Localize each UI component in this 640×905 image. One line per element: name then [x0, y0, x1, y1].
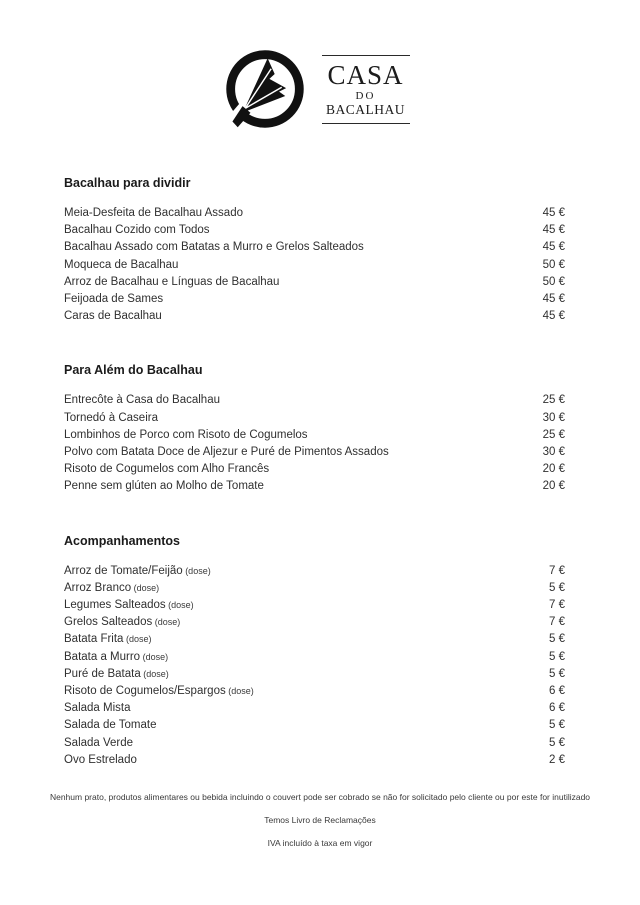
dish-name: Salada Mista: [64, 702, 131, 715]
menu-item-row: [64, 427, 565, 444]
menu-item-row: [64, 700, 565, 717]
wordmark-top-rule: [322, 55, 410, 56]
dish-name: Penne sem glúten ao Molho de Tomate: [64, 480, 264, 493]
dish-price: 50 €: [542, 275, 565, 288]
restaurant-logo: [0, 0, 640, 134]
dish-portion-note: (dose): [131, 582, 160, 593]
dish-name: Meia-Desfeita de Bacalhau Assado: [64, 207, 243, 219]
section-title: Para Além do Bacalhau: [64, 363, 203, 378]
menu-item-row: [64, 649, 565, 666]
dish-price: 7 €: [549, 599, 565, 612]
dish-price: 45 €: [542, 207, 565, 219]
menu-item-row: [64, 683, 565, 700]
dish-name: Polvo com Batata Doce de Aljezur e Puré de Pimentos Assados: [64, 446, 389, 459]
menu-item-row: [64, 580, 565, 597]
dish-name: Risoto de Cogumelos com Alho Francês: [64, 463, 270, 476]
menu-item-row: [64, 631, 565, 648]
dish-price: 30 €: [542, 411, 565, 424]
dish-name: Bacalhau Cozido com Todos: [64, 224, 210, 237]
menu-item-row: [64, 392, 565, 409]
dish-name: Moqueca de Bacalhau: [64, 258, 179, 271]
dish-portion-note: (dose): [140, 668, 169, 679]
dish-name: Batata a Murro (dose): [64, 650, 169, 663]
legal-footer: [0, 792, 640, 848]
dish-name: Arroz de Tomate/Feijão (dose): [64, 564, 211, 577]
menu-item-row: [64, 614, 565, 631]
dish-price: 45 €: [542, 293, 565, 306]
dish-name: Salada Verde: [64, 736, 134, 749]
dish-name: Legumes Salteados (dose): [64, 599, 194, 612]
menu-item-row: [64, 735, 565, 752]
dish-price: 5 €: [549, 650, 565, 663]
menu-item-row: [64, 222, 565, 239]
dish-price: 45 €: [542, 310, 565, 323]
menu-item-row: [64, 563, 565, 580]
dish-price: 2 €: [549, 753, 565, 766]
dish-price: 7 €: [549, 564, 565, 577]
dish-price: 6 €: [549, 702, 565, 715]
menu-item-row: [64, 717, 565, 734]
dish-portion-note: (dose): [225, 686, 254, 697]
menu-item-row: [64, 597, 565, 614]
menu-item-row: [64, 666, 565, 683]
dish-name: Caras de Bacalhau: [64, 310, 162, 323]
dish-price: 5 €: [549, 719, 565, 732]
logo-name-bottom: BACALHAU: [325, 101, 405, 117]
dish-name: Salada de Tomate: [64, 719, 157, 732]
dish-portion-note: (dose): [165, 600, 194, 611]
dish-price: 5 €: [549, 633, 565, 646]
dish-name: Grelos Salteados (dose): [64, 616, 181, 629]
dish-name: Batata Frita (dose): [64, 633, 152, 646]
dish-name: Risoto de Cogumelos/Espargos (dose): [64, 685, 254, 698]
dish-price: 20 €: [542, 463, 565, 476]
dish-price: 7 €: [549, 616, 565, 629]
dish-portion-note: (dose): [182, 565, 211, 576]
menu-item-row: [64, 239, 565, 256]
menu-item-row: [64, 444, 565, 461]
dish-portion-note: (dose): [152, 617, 181, 628]
menu-item-row: [64, 478, 565, 495]
dish-price: 50 €: [542, 258, 565, 271]
dish-name: Ovo Estrelado: [64, 753, 137, 766]
menu-section: [64, 362, 565, 495]
section-title: Bacalhau para dividir: [64, 176, 191, 190]
dish-price: 20 €: [542, 480, 565, 493]
menu-item-row: [64, 410, 565, 427]
menu-section: [64, 175, 565, 325]
footer-line: Temos Livro de Reclamações: [264, 815, 376, 826]
menu-item-row: [64, 461, 565, 478]
wordmark-bottom-rule: [322, 123, 410, 124]
dish-name: Arroz de Bacalhau e Línguas de Bacalhau: [64, 275, 280, 288]
menu-item-row: [64, 752, 565, 769]
dish-price: 5 €: [549, 736, 565, 749]
dish-name: Feijoada de Sames: [64, 293, 164, 306]
dish-price: 5 €: [549, 667, 565, 680]
menu-item-row: [64, 257, 565, 274]
dish-name: Puré de Batata (dose): [64, 667, 169, 680]
dish-price: 45 €: [542, 241, 565, 254]
dish-portion-note: (dose): [140, 651, 169, 662]
dish-price: 5 €: [549, 581, 565, 594]
footer-line: Nenhum prato, produtos alimentares ou bebida incluindo o couvert pode ser cobrado se não for solicitado pelo cliente ou por este for inutilizado: [49, 792, 591, 803]
codfish-circle-icon: [221, 44, 309, 134]
menu-item-row: [64, 274, 565, 291]
menu-section: [64, 533, 565, 769]
dish-price: 25 €: [542, 428, 565, 441]
menu-item-row: [64, 205, 565, 222]
logo-name-top: CASA: [327, 59, 404, 90]
dish-price: 6 €: [549, 685, 565, 698]
dish-price: 30 €: [542, 446, 565, 459]
dish-name: Arroz Branco (dose): [64, 581, 160, 594]
logo-wordmark: [322, 55, 410, 124]
footer-line: IVA incluído à taxa em vigor: [267, 838, 373, 849]
dish-name: Bacalhau Assado com Batatas a Murro e Grelos Salteados: [64, 241, 364, 254]
dish-name: Lombinhos de Porco com Risoto de Cogumelos: [64, 428, 308, 441]
menu-item-row: [64, 308, 565, 325]
logo-name-mid: DO: [355, 89, 376, 102]
dish-price: 45 €: [542, 224, 565, 237]
menu-item-row: [64, 291, 565, 308]
menu-content: [64, 175, 565, 769]
dish-portion-note: (dose): [123, 634, 152, 645]
dish-name: Entrecôte à Casa do Bacalhau: [64, 394, 220, 407]
dish-name: Tornedó à Caseira: [64, 411, 158, 424]
dish-price: 25 €: [542, 394, 565, 407]
section-title: Acompanhamentos: [64, 533, 180, 548]
